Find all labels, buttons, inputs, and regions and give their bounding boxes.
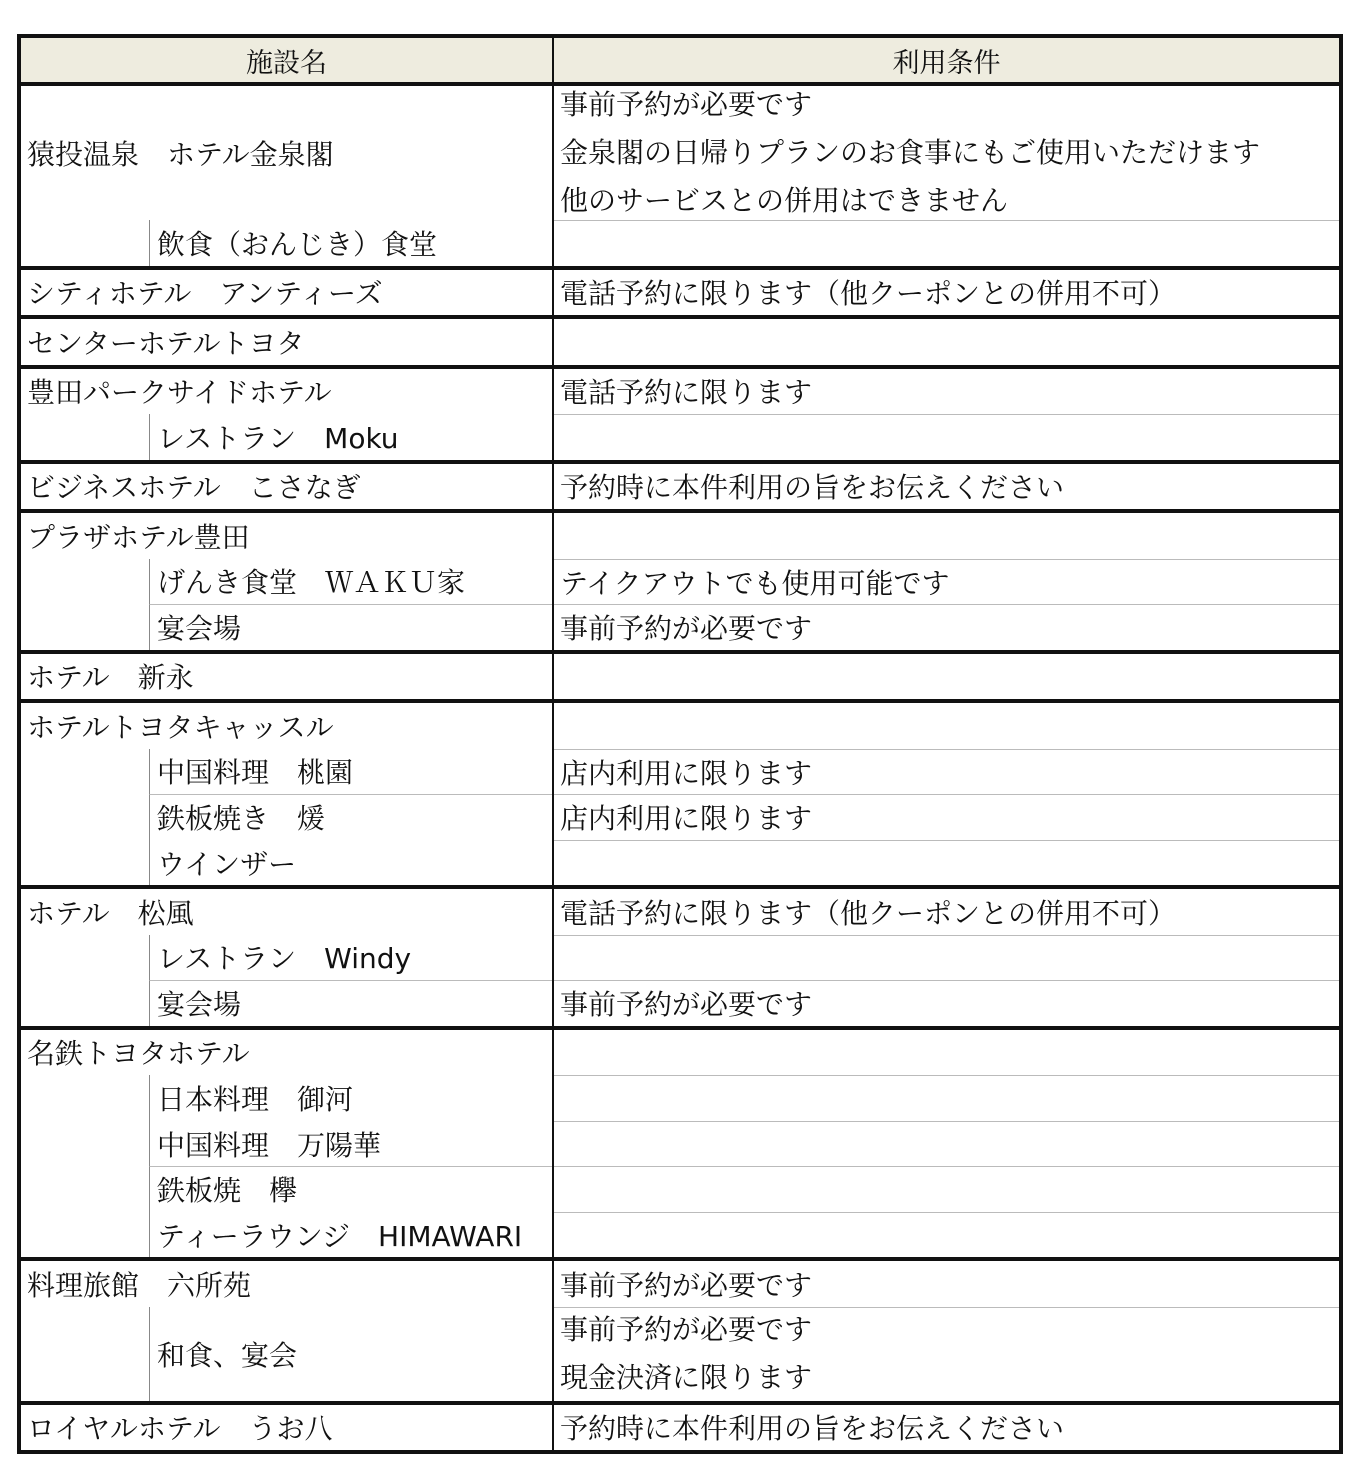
condition-cell [554,513,1339,559]
condition-cell [554,980,1339,1026]
table-row [21,86,1339,220]
facility-name: センターホテルトヨタ [21,319,554,365]
facility-name: 料理旅館 六所苑 [21,1261,554,1307]
condition-cell [554,889,1339,935]
facility-group [21,1261,1339,1405]
facility-name: ホテル 新永 [21,654,554,700]
facility-group [21,464,1339,514]
facility-name: プラザホテル豊田 [21,513,554,559]
facility-name: シティホテル アンティーズ [21,270,554,316]
condition-cell [554,654,1339,700]
venue-cell [21,1075,554,1121]
table-row [21,220,1339,266]
table-row [21,749,1339,795]
condition-text: 電話予約に限ります（他クーポンとの併用不可） [560,896,1177,930]
condition-text: 事前予約が必要です [560,1268,813,1302]
condition-text: 事前予約が必要です [560,1313,813,1346]
venue-name: 鉄板焼き 煖 [149,794,552,840]
condition-text: 他のサービスとの併用はできません [560,184,1009,217]
table-row [21,889,1339,935]
table-row [21,1212,1339,1258]
condition-text: 事前予約が必要です [560,88,813,121]
condition-text: 事前予約が必要です [560,612,813,646]
venue-name: 鉄板焼 欅 [149,1166,552,1212]
venue-cell [21,604,554,650]
condition-cell [554,1030,1339,1076]
facility-group [21,513,1339,654]
facility-group [21,86,1339,270]
condition-text: テイクアウトでも使用可能です [560,566,950,600]
table-row [21,270,1339,316]
condition-text: 店内利用に限ります [560,802,813,836]
table-row [21,840,1339,886]
condition-text: 金泉閣の日帰りプランのお食事にもご使用いただけます [560,136,1261,169]
table-row [21,604,1339,650]
venue-name: 日本料理 御河 [149,1075,552,1121]
table-row [21,1075,1339,1121]
condition-text: 電話予約に限ります [560,376,813,410]
venue-cell [21,559,554,605]
condition-cell [554,935,1339,981]
venue-name: 和食、宴会 [149,1307,552,1401]
condition-text: 現金決済に限ります [560,1361,813,1394]
condition-cell [554,270,1339,316]
facility-group [21,369,1339,464]
table-row [21,1030,1339,1076]
venue-name: ティーラウンジ HIMAWARI [149,1212,552,1258]
header-conditions: 利用条件 [892,47,1001,79]
venue-cell [21,840,554,886]
condition-cell [554,1166,1339,1212]
venue-name: レストラン Moku [149,414,552,460]
table-header [21,38,1339,86]
condition-cell [554,1307,1339,1401]
condition-cell [554,604,1339,650]
facility-name: 豊田パークサイドホテル [21,369,554,415]
condition-cell [554,749,1339,795]
condition-cell [554,220,1339,266]
venue-cell [21,414,554,460]
condition-cell [554,703,1339,749]
condition-text: 店内利用に限ります [560,756,813,790]
table-row [21,1405,1339,1451]
facility-name: ビジネスホテル こさなぎ [21,464,554,510]
facility-name: 猿投温泉 ホテル金泉閣 [21,86,554,220]
table-row [21,794,1339,840]
table-row [21,369,1339,415]
facility-group [21,319,1339,369]
condition-cell [554,1121,1339,1167]
venue-name: 宴会場 [149,980,552,1026]
facility-group [21,703,1339,889]
venue-cell [21,1166,554,1212]
venue-name: レストラン Windy [149,935,552,981]
facility-group [21,654,1339,704]
condition-text: 事前予約が必要です [560,988,813,1022]
venue-cell [21,980,554,1026]
header-facility-name: 施設名 [21,38,554,82]
condition-cell [554,559,1339,605]
condition-cell [554,464,1339,510]
condition-text: 予約時に本件利用の旨をお伝えください [560,1412,1065,1446]
table-row [21,559,1339,605]
venue-name: ウインザー [149,840,552,886]
condition-cell [554,414,1339,460]
venue-cell [21,1212,554,1258]
facility-name: ホテルトヨタキャッスル [21,703,554,749]
table-row [21,319,1339,365]
condition-cell [554,369,1339,415]
condition-text: 電話予約に限ります（他クーポンとの併用不可） [560,277,1177,311]
table-row [21,703,1339,749]
facility-group [21,270,1339,320]
table-body [21,86,1339,1450]
table-row [21,414,1339,460]
condition-cell [554,1261,1339,1307]
venue-name: 中国料理 桃園 [149,749,552,795]
table-row [21,1166,1339,1212]
table-row [21,980,1339,1026]
venue-name: 宴会場 [149,604,552,650]
venue-cell [21,220,554,266]
table-row [21,1121,1339,1167]
table-row [21,935,1339,981]
facility-group [21,1030,1339,1262]
venue-cell [21,749,554,795]
condition-cell [554,794,1339,840]
condition-text: 予約時に本件利用の旨をお伝えください [560,471,1065,505]
facility-group [21,889,1339,1030]
condition-cell [554,1212,1339,1258]
facility-group [21,1405,1339,1451]
venue-cell [21,935,554,981]
condition-cell [554,1405,1339,1451]
facility-name: 名鉄トヨタホテル [21,1030,554,1076]
venue-cell [21,1307,554,1401]
venue-name: 飲食（おんじき）食堂 [149,220,552,266]
facility-name: ホテル 松風 [21,889,554,935]
table-row [21,1307,1339,1401]
table-row [21,654,1339,700]
condition-cell [554,840,1339,886]
condition-cell [554,1075,1339,1121]
condition-cell [554,319,1339,365]
venue-name: げんき食堂 ＷＡＫＵ家 [149,559,552,605]
venue-cell [21,794,554,840]
venue-cell [21,1121,554,1167]
condition-cell [554,86,1339,220]
table-row [21,513,1339,559]
table-row [21,464,1339,510]
facility-table [17,34,1343,1454]
table-row [21,1261,1339,1307]
venue-name: 中国料理 万陽華 [149,1121,552,1167]
facility-name: ロイヤルホテル うお八 [21,1405,554,1451]
